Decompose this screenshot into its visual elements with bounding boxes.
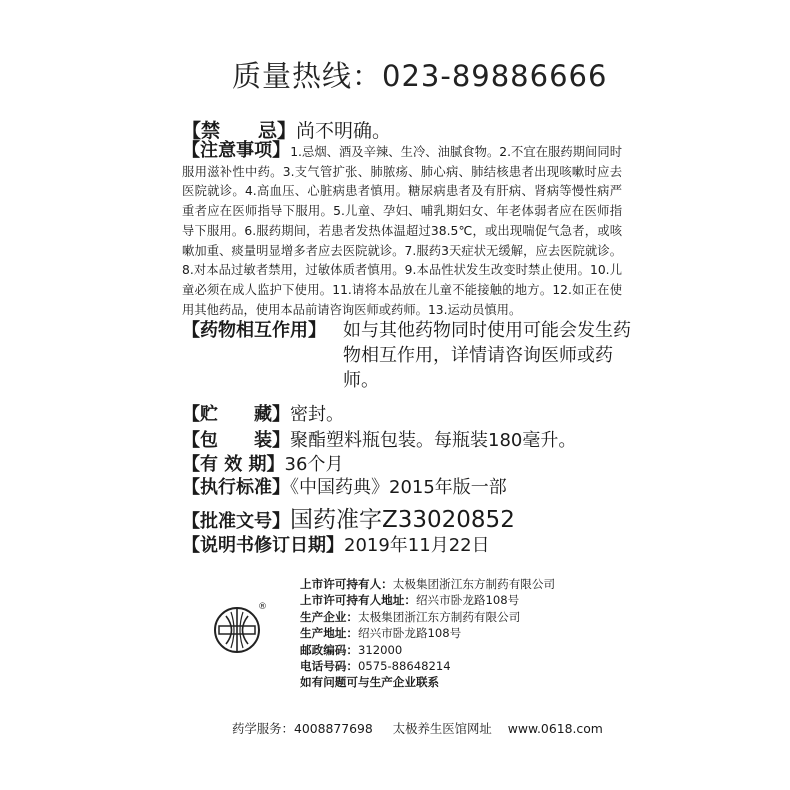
revision-label: 【说明书修订日期】 (182, 535, 344, 556)
interactions-text: 如与其他药物同时使用可能会发生药物相互作用，详情请咨询医师或药师。 (343, 320, 631, 391)
postcode-line: 邮政编码：312000 (300, 642, 403, 657)
precautions-label: 【注意事项】 (182, 140, 291, 161)
holder-address-line: 上市许可持有人地址：绍兴市卧龙路108号 (300, 593, 520, 608)
holder-line: 上市许可持有人：太极集团浙江东方制药有限公司 (300, 577, 556, 591)
site-url: www.0618.com (507, 721, 603, 736)
package-row (182, 426, 576, 452)
revision-text: 2019年11月22日 (344, 535, 490, 556)
package-text: 聚酯塑料瓶包装。每瓶装180毫升。 (290, 430, 577, 451)
company-logo-icon (212, 600, 268, 656)
revision-row (182, 531, 490, 557)
precautions-text: 1.忌烟、酒及辛辣、生冷、油腻食物。2.不宜在服药期间同时服用滋补性中药。3.支气管扩张、肺脓疡、肺心病、肺结核患者出现咳嗽时应去医院就诊。4.高血压、心脏病患者慎用。糖尿病患者及有肝病、肾病等慢性病严重者应在医师指导下服用。5.儿童、孕妇、哺乳期妇女、年老体弱者应在医师指导下服用。6.服药期间，若患者发热体温超过38.5℃，或出现喘促气急者，或咳嗽加重、痰量明显增多者应去医院就诊。7.服药3天症状无缓解，应去医院就诊。8.对本品过敏者禁用，过敏体质者慎用。9.本品性状发生改变时禁止使用。10.儿童必须在成人监护下使用。11.请将本品放在儿童不能接触的地方。12.如正在使用其他药品，使用本品前请咨询医师或药师。13.运动员慎用。 (182, 145, 623, 317)
precautions-section (182, 141, 622, 320)
maker-line: 生产企业：太极集团浙江东方制药有限公司 (300, 609, 521, 624)
validity-text: 36个月 (284, 454, 344, 475)
service-label: 药学服务： (232, 721, 294, 736)
company-info (300, 576, 555, 691)
site-label: 太极养生医馆网址 (392, 721, 492, 736)
validity-label: 【有 效 期】 (182, 454, 285, 475)
approval-text: 国药准字Z33020852 (290, 507, 515, 533)
footer (232, 719, 603, 737)
contraindications-label: 【禁 忌】 (182, 120, 297, 142)
storage-label: 【贮 藏】 (182, 404, 290, 425)
registered-mark: ® (258, 602, 267, 612)
interactions-label: 【药物相互作用】 (182, 320, 326, 341)
service-phone: 4008877698 (293, 721, 373, 736)
contraindications-text: 尚不明确。 (296, 120, 392, 142)
quality-hotline: 质量热线：023-89886666 (232, 59, 608, 93)
standard-label: 【执行标准】 (182, 477, 290, 498)
interactions-section (182, 318, 632, 393)
contact-note: 如有问题可与生产企业联系 (300, 675, 440, 690)
storage-row (182, 400, 344, 426)
contraindications-row (182, 116, 391, 143)
storage-text: 密封。 (290, 404, 344, 425)
maker-address-line: 生产地址：绍兴市卧龙路108号 (300, 626, 462, 641)
approval-label: 【批准文号】 (182, 511, 290, 532)
package-label: 【包 装】 (182, 430, 290, 451)
standard-row (182, 473, 507, 499)
standard-text: 《中国药典》2015年版一部 (290, 477, 507, 498)
phone-line: 电话号码：0575-88648214 (300, 659, 451, 674)
approval-row (182, 501, 515, 534)
